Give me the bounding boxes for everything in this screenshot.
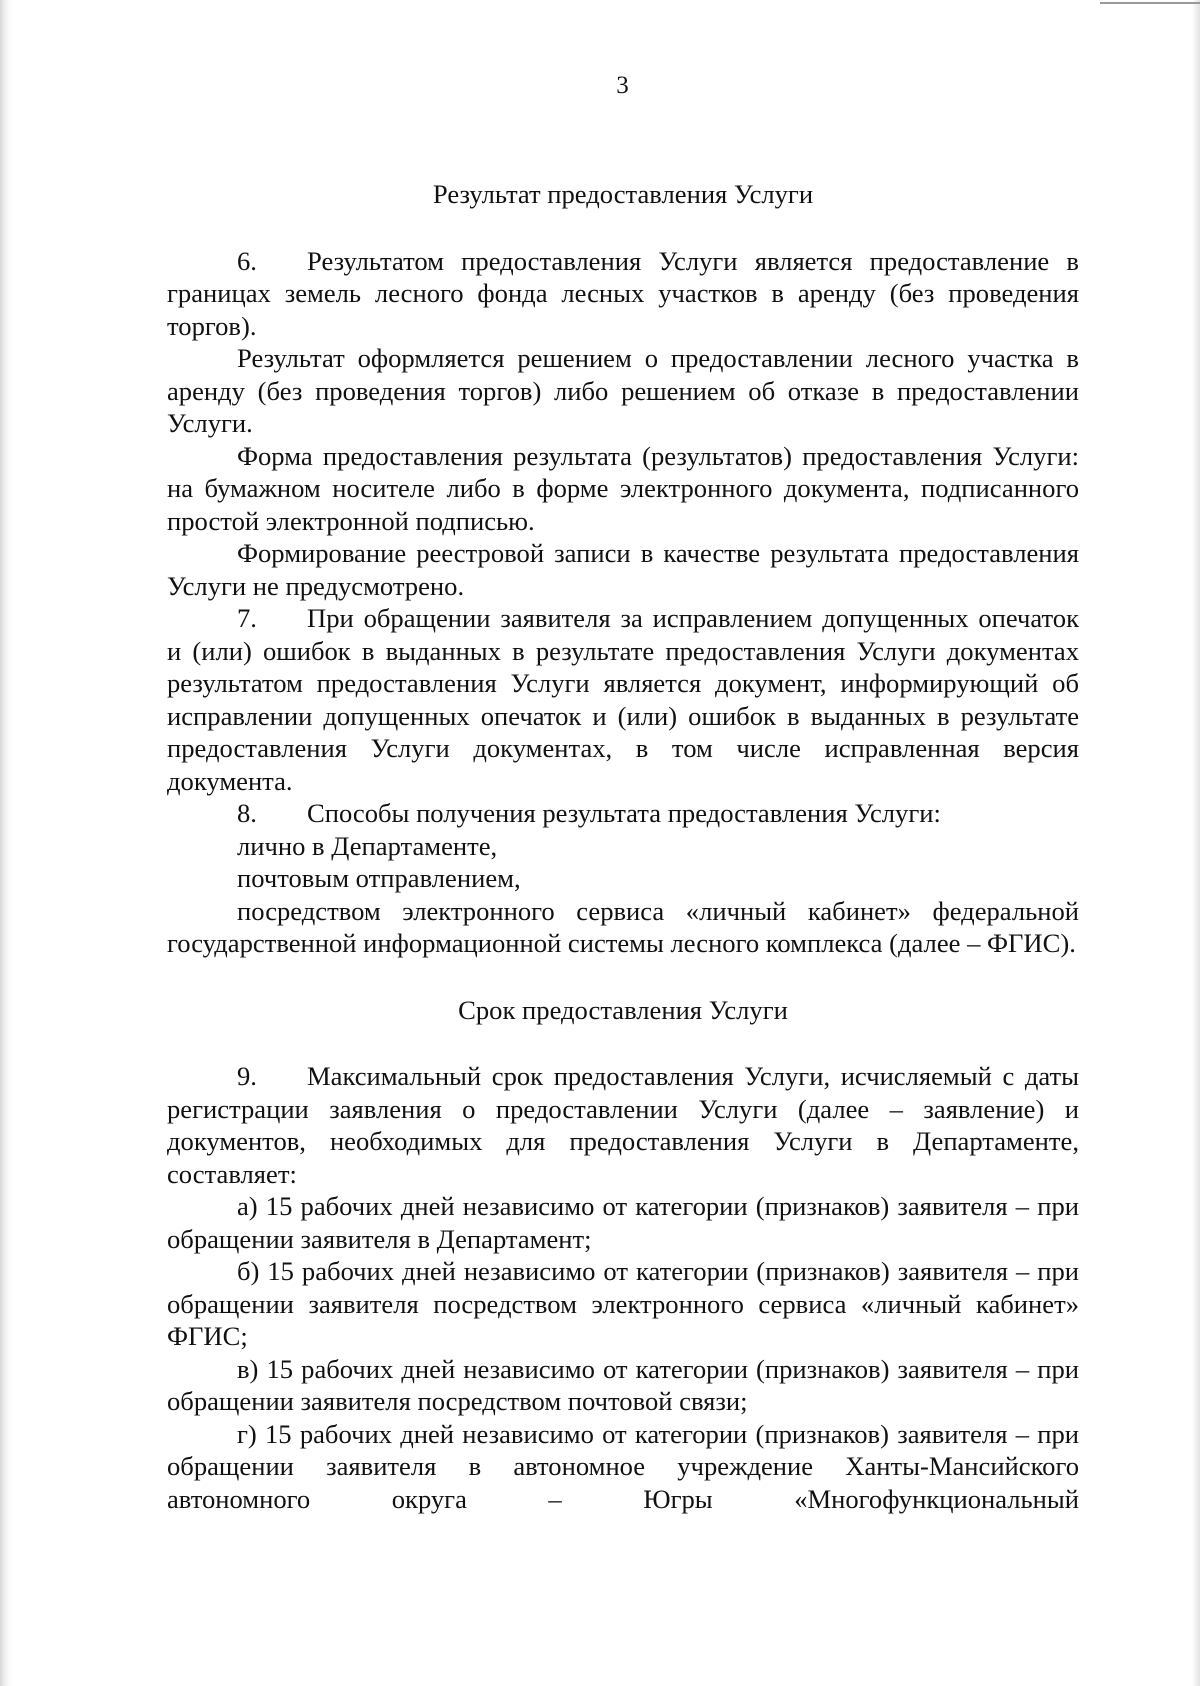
delivery-option-in-person: лично в Департаменте, [237,830,498,861]
page-number: 3 [616,72,629,99]
paragraph-number: 8. [237,798,257,828]
delivery-option-electronic: посредством электронного сервиса «личный кабинет» федеральной государственной информационной системы лесного комплекса (далее – ФГИС). [167,895,1079,958]
term-item-g: г) 15 рабочих дней независимо от категории (признаков) заявителя – при обращении заявителя в автономное учреждение Ханты-Мансийского автономного округа – Югры «Многофункциональный [167,1418,1079,1514]
paragraph-text: Способы получения результата предоставления Услуги: [307,798,941,828]
paragraph-6-result-form: Результат оформляется решением о предоставлении лесного участка в аренду (без проведения торгов) либо решением об отказе в предоставлении Услуги. [167,343,1079,438]
term-item-a: а) 15 рабочих дней независимо от категории (признаков) заявителя – при обращении заявителя в Департамент; [167,1191,1079,1254]
paragraph-6 [167,245,1079,343]
section-heading-result: Результат предоставления Услуги [432,179,814,209]
paragraph-text: Результатом предоставления Услуги является предоставление в границах земель лесного фонда лесных участков в аренду (без проведения торгов). [167,245,1079,341]
paragraph-6-result-format: Форма предоставления результата (результатов) предоставления Услуги: на бумажном носителе либо в форме электронного документа, подписанного простой электронной подписью. [167,440,1079,536]
delivery-option-post: почтовым отправлением, [237,863,521,893]
paragraph-number: 7. [237,603,257,633]
scan-edge-right [1192,0,1200,1686]
paragraph-9 [167,1060,1079,1190]
document-body [167,178,1079,1515]
scan-edge-left [0,0,12,1686]
paragraph-number: 6. [237,245,257,276]
scan-line-top [1100,2,1200,4]
paragraph-7 [167,602,1079,797]
paragraph-8 [167,797,1079,830]
paragraph-text: При обращении заявителя за исправлением допущенных опечаток и (или) ошибок в выданных в результате предоставления Услуги документах результатом предоставления Услуги является документ, информирующий об исправлении допущенных опечаток и (или) ошибок в выданных в результате предоставления Услуги документах, в том числе исправленная версия документа. [167,603,1079,796]
term-item-v: в) 15 рабочих дней независимо от категории (признаков) заявителя – при обращении заявителя посредством почтовой связи; [167,1353,1079,1416]
paragraph-number: 9. [237,1061,257,1091]
paragraph-text: Максимальный срок предоставления Услуги, исчисляемый с даты регистрации заявления о предоставлении Услуги (далее – заявление) и документов, необходимых для предоставления Услуги в Департаменте, составляет: [167,1061,1079,1189]
paragraph-6-registry-record: Формирование реестровой записи в качестве результата предоставления Услуги не предусмотрено. [167,538,1079,601]
section-heading-term: Срок предоставления Услуги [458,994,788,1025]
term-item-b: б) 15 рабочих дней независимо от категории (признаков) заявителя – при обращении заявителя посредством электронного сервиса «личный кабинет» ФГИС; [167,1256,1079,1351]
